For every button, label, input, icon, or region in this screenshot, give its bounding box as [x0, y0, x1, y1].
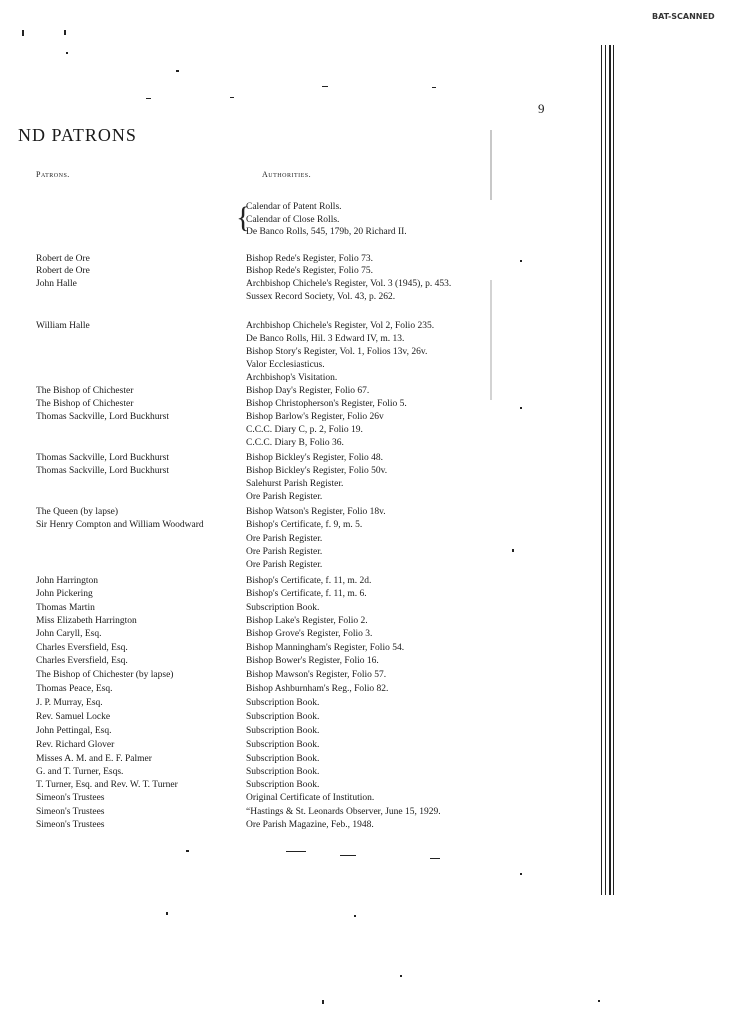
margin-rules	[601, 45, 617, 895]
patron-cell: John Pickering	[36, 589, 93, 599]
authority-cell: Bishop's Certificate, f. 11, m. 2d.	[246, 576, 372, 586]
patron-cell: Miss Elizabeth Harrington	[36, 616, 137, 626]
authority-cell: Calendar of Patent Rolls.	[246, 202, 342, 212]
authority-cell: Ore Parish Magazine, Feb., 1948.	[246, 820, 374, 830]
authority-cell: Bishop Day's Register, Folio 67.	[246, 386, 370, 396]
patron-cell: Rev. Richard Glover	[36, 740, 115, 750]
authority-cell: Ore Parish Register.	[246, 560, 323, 570]
patron-cell: Simeon's Trustees	[36, 793, 105, 803]
authority-cell: Bishop Manningham's Register, Folio 54.	[246, 643, 405, 653]
authority-cell: Bishop Barlow's Register, Folio 26v	[246, 412, 384, 422]
authority-cell: Subscription Book.	[246, 698, 320, 708]
patron-cell: The Queen (by lapse)	[36, 507, 119, 517]
authority-cell: C.C.C. Diary C, p. 2, Folio 19.	[246, 425, 363, 435]
authority-cell: Subscription Book.	[246, 712, 320, 722]
patron-cell: John Caryll, Esq.	[36, 629, 102, 639]
patron-cell: Simeon's Trustees	[36, 807, 105, 817]
page-number: 9	[538, 101, 545, 116]
patrons-column-header: Patrons.	[36, 170, 70, 179]
patron-cell: T. Turner, Esq. and Rev. W. T. Turner	[36, 780, 178, 790]
patron-cell: Thomas Sackville, Lord Buckhurst	[36, 466, 169, 476]
authority-cell: Archbishop Chichele's Register, Vol 2, Folio 235.	[246, 321, 435, 331]
authorities-column-header: Authorities.	[262, 170, 312, 179]
authority-cell: Bishop's Certificate, f. 9, m. 5.	[246, 520, 363, 530]
patron-cell: Sir Henry Compton and William Woodward	[36, 520, 204, 530]
authority-cell: Archbishop Chichele's Register, Vol. 3 (1945), p. 453.	[246, 279, 452, 289]
authority-cell: Subscription Book.	[246, 767, 320, 777]
authority-cell: Subscription Book.	[246, 754, 320, 764]
patron-cell: Simeon's Trustees	[36, 820, 105, 830]
authority-cell: Bishop Christopherson's Register, Folio 5.	[246, 399, 407, 409]
authority-cell: Bishop Lake's Register, Folio 2.	[246, 616, 368, 626]
authority-cell: Original Certificate of Institution.	[246, 793, 375, 803]
patron-cell: Rev. Samuel Locke	[36, 712, 111, 722]
patron-cell: John Harrington	[36, 576, 99, 586]
authority-cell: Bishop Mawson's Register, Folio 57.	[246, 670, 387, 680]
authority-cell: “Hastings & St. Leonards Observer, June 15, 1929.	[246, 807, 441, 817]
authority-cell: Subscription Book.	[246, 780, 320, 790]
authority-cell: Bishop Rede's Register, Folio 75.	[246, 266, 373, 276]
authority-cell: Bishop Ashburnham's Reg., Folio 82.	[246, 684, 389, 694]
patron-cell: G. and T. Turner, Esqs.	[36, 767, 124, 777]
patron-cell: Charles Eversfield, Esq.	[36, 656, 128, 666]
authority-cell: Bishop's Certificate, f. 11, m. 6.	[246, 589, 367, 599]
authority-cell: Bishop Bickley's Register, Folio 50v.	[246, 466, 388, 476]
authority-cell: De Banco Rolls, 545, 179b, 20 Richard II.	[246, 227, 407, 237]
authority-cell: Sussex Record Society, Vol. 43, p. 262.	[246, 292, 396, 302]
authority-cell: C.C.C. Diary B, Folio 36.	[246, 438, 344, 448]
authority-cell: De Banco Rolls, Hil. 3 Edward IV, m. 13.	[246, 334, 405, 344]
authority-cell: Bishop Rede's Register, Folio 73.	[246, 254, 373, 264]
authority-cell: Valor Ecclesiasticus.	[246, 360, 325, 370]
patron-cell: The Bishop of Chichester (by lapse)	[36, 670, 174, 680]
authority-cell: Archbishop's Visitation.	[246, 373, 338, 383]
scan-stamp: BAT-SCANNED	[652, 12, 715, 21]
authority-cell: Bishop Watson's Register, Folio 18v.	[246, 507, 386, 517]
authority-cell: Ore Parish Register.	[246, 547, 323, 557]
authority-cell: Bishop Bickley's Register, Folio 48.	[246, 453, 383, 463]
authority-cell: Bishop Bower's Register, Folio 16.	[246, 656, 379, 666]
patron-cell: Robert de Ore	[36, 266, 90, 276]
authority-cell: Subscription Book.	[246, 740, 320, 750]
authority-cell: Bishop Story's Register, Vol. 1, Folios 13v, 26v.	[246, 347, 428, 357]
authority-cell: Ore Parish Register.	[246, 534, 323, 544]
patron-cell: J. P. Murray, Esq.	[36, 698, 103, 708]
authority-cell: Calendar of Close Rolls.	[246, 215, 340, 225]
authority-cell: Ore Parish Register.	[246, 492, 323, 502]
authority-cell: Bishop Grove's Register, Folio 3.	[246, 629, 373, 639]
patron-cell: The Bishop of Chichester	[36, 399, 134, 409]
patron-cell: Thomas Martin	[36, 603, 95, 613]
page-heading: ND PATRONS	[18, 125, 137, 145]
patron-cell: Misses A. M. and E. F. Palmer	[36, 754, 152, 764]
brace-mark: {	[236, 201, 251, 234]
patron-cell: Robert de Ore	[36, 254, 90, 264]
authority-cell: Subscription Book.	[246, 726, 320, 736]
patron-cell: John Pettingal, Esq.	[36, 726, 112, 736]
patron-cell: Charles Eversfield, Esq.	[36, 643, 128, 653]
authority-cell: Subscription Book.	[246, 603, 320, 613]
patron-cell: Thomas Peace, Esq.	[36, 684, 113, 694]
patron-cell: Thomas Sackville, Lord Buckhurst	[36, 453, 169, 463]
patron-cell: The Bishop of Chichester	[36, 386, 134, 396]
patron-cell: John Halle	[36, 279, 77, 289]
patron-cell: Thomas Sackville, Lord Buckhurst	[36, 412, 169, 422]
patron-cell: William Halle	[36, 321, 90, 331]
authority-cell: Salehurst Parish Register.	[246, 479, 344, 489]
